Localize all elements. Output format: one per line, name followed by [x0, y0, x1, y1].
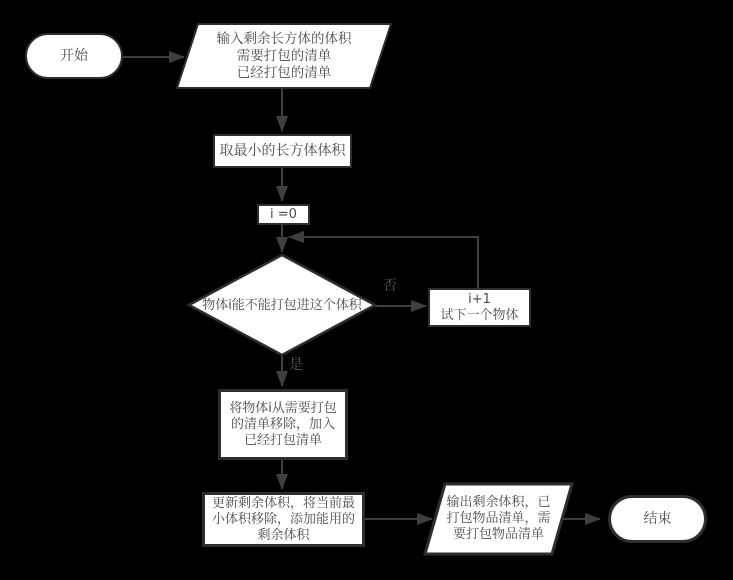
update-node-line2: 小体积移除，添加能用的 [211, 511, 355, 527]
remove-node-line1: 将物体i从需要打包 [229, 400, 337, 416]
increment-node-line1: i+1 [468, 291, 491, 307]
remove-node-line2: 的清单移除，加入 [230, 416, 335, 432]
get-min-node-label: 取最小的长方体体积 [219, 142, 346, 159]
increment-node-line2: 试下一个物体 [440, 307, 519, 323]
input-parallelogram [177, 24, 391, 88]
get-min-node [213, 134, 352, 168]
decision-diamond [189, 255, 375, 355]
output-parallelogram [425, 484, 572, 554]
remove-node [218, 389, 348, 460]
start-node [25, 33, 123, 79]
start-node-label: 开始 [60, 47, 88, 64]
update-node-line3: 剩余体积 [257, 527, 310, 543]
increment-node [428, 288, 531, 327]
edge-label-yes: 是 [289, 357, 303, 373]
init-node [257, 204, 310, 225]
input-node-line3: 已经打包的清单 [236, 64, 332, 81]
init-node-label: i =0 [270, 206, 297, 222]
output-node-line3: 要打包物品清单 [452, 527, 544, 542]
output-node-line1: 输出剩余体积，已 [446, 495, 551, 510]
end-node-label: 结束 [643, 510, 672, 527]
update-node-line1: 更新剩余体积，将当前最 [211, 495, 355, 511]
update-node [202, 492, 365, 547]
decision-node-label: 物体i能不能打包进这个体积 [202, 298, 362, 313]
end-node [608, 495, 707, 543]
edge-label-no: 否 [383, 278, 397, 294]
input-node-line2: 需要打包的清单 [236, 47, 332, 64]
remove-node-line3: 已经打包清单 [243, 432, 322, 448]
input-node-line1: 输入剩余长方体的体积 [216, 30, 352, 47]
output-node-line2: 打包物品清单，需 [446, 511, 551, 526]
